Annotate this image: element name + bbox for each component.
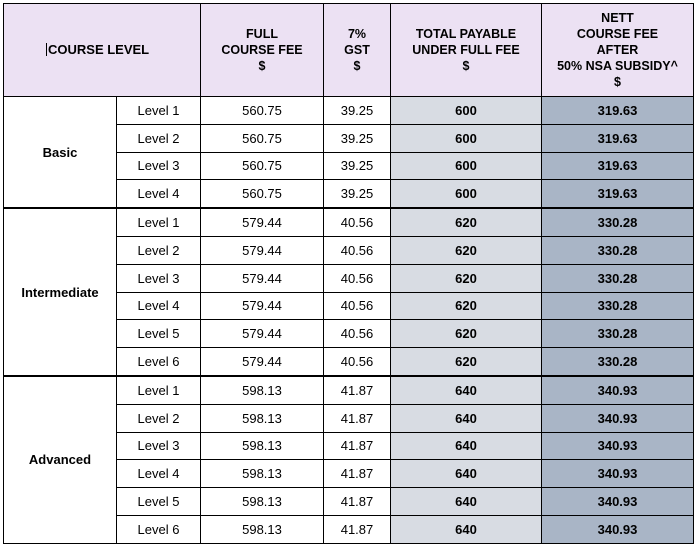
level-cell: Level 2 <box>117 124 201 152</box>
gst-cell: 39.25 <box>324 124 391 152</box>
full-fee-cell: 598.13 <box>201 515 324 543</box>
level-cell: Level 4 <box>117 180 201 208</box>
full-fee-cell: 598.13 <box>201 404 324 432</box>
gst-cell: 41.87 <box>324 376 391 404</box>
header-total-payable-line: $ <box>462 59 470 73</box>
header-nett-fee-line: AFTER <box>596 43 639 57</box>
level-cell: Level 3 <box>117 432 201 460</box>
full-fee-cell: 579.44 <box>201 320 324 348</box>
nett-fee-cell: 330.28 <box>542 208 694 236</box>
gst-cell: 39.25 <box>324 152 391 180</box>
full-fee-cell: 579.44 <box>201 236 324 264</box>
full-fee-cell: 560.75 <box>201 97 324 125</box>
total-payable-cell: 600 <box>391 97 542 125</box>
full-fee-cell: 579.44 <box>201 208 324 236</box>
level-cell: Level 4 <box>117 292 201 320</box>
header-nett-fee-line: NETT <box>601 11 634 25</box>
level-cell: Level 3 <box>117 264 201 292</box>
total-payable-cell: 620 <box>391 208 542 236</box>
nett-fee-cell: 330.28 <box>542 348 694 376</box>
course-group-name: Basic <box>4 97 117 209</box>
gst-cell: 40.56 <box>324 292 391 320</box>
header-full-fee-line: $ <box>258 59 266 73</box>
gst-cell: 40.56 <box>324 348 391 376</box>
header-course-level[interactable] <box>4 4 201 97</box>
total-payable-cell: 620 <box>391 320 542 348</box>
level-cell: Level 6 <box>117 515 201 543</box>
course-group-name: Intermediate <box>4 208 117 376</box>
header-nett-fee <box>542 4 694 97</box>
level-cell: Level 6 <box>117 348 201 376</box>
header-nett-fee-line: $ <box>614 75 621 89</box>
total-payable-cell: 600 <box>391 152 542 180</box>
table-row <box>4 97 694 125</box>
gst-cell: 41.87 <box>324 432 391 460</box>
nett-fee-cell: 330.28 <box>542 236 694 264</box>
total-payable-cell: 640 <box>391 515 542 543</box>
level-cell: Level 5 <box>117 320 201 348</box>
nett-fee-cell: 340.93 <box>542 376 694 404</box>
total-payable-cell: 620 <box>391 292 542 320</box>
total-payable-cell: 640 <box>391 460 542 488</box>
gst-cell: 40.56 <box>324 320 391 348</box>
full-fee-cell: 560.75 <box>201 152 324 180</box>
total-payable-cell: 620 <box>391 348 542 376</box>
gst-cell: 41.87 <box>324 515 391 543</box>
level-cell: Level 1 <box>117 208 201 236</box>
header-row <box>4 4 694 97</box>
header-full-fee <box>201 4 324 97</box>
gst-cell: 41.87 <box>324 488 391 516</box>
total-payable-cell: 640 <box>391 432 542 460</box>
header-total-payable <box>391 4 542 97</box>
level-cell: Level 5 <box>117 488 201 516</box>
gst-cell: 41.87 <box>324 460 391 488</box>
header-full-fee-line: COURSE FEE <box>221 43 303 57</box>
total-payable-cell: 640 <box>391 376 542 404</box>
header-nett-fee-line: COURSE FEE <box>576 27 659 41</box>
total-payable-cell: 600 <box>391 124 542 152</box>
gst-cell: 40.56 <box>324 236 391 264</box>
total-payable-cell: 600 <box>391 180 542 208</box>
nett-fee-cell: 319.63 <box>542 124 694 152</box>
nett-fee-cell: 340.93 <box>542 515 694 543</box>
header-nett-fee-line: 50% NSA SUBSIDY^ <box>557 59 678 73</box>
header-total-payable-line: UNDER FULL FEE <box>412 43 520 57</box>
nett-fee-cell: 319.63 <box>542 152 694 180</box>
table-body <box>4 97 694 544</box>
total-payable-cell: 640 <box>391 488 542 516</box>
total-payable-cell: 620 <box>391 236 542 264</box>
total-payable-cell: 620 <box>391 264 542 292</box>
gst-cell: 41.87 <box>324 404 391 432</box>
full-fee-cell: 598.13 <box>201 488 324 516</box>
level-cell: Level 2 <box>117 236 201 264</box>
level-cell: Level 4 <box>117 460 201 488</box>
text-cursor <box>46 43 47 56</box>
gst-cell: 39.25 <box>324 180 391 208</box>
full-fee-cell: 560.75 <box>201 180 324 208</box>
full-fee-cell: 579.44 <box>201 348 324 376</box>
header-gst <box>324 4 391 97</box>
header-total-payable-line: TOTAL PAYABLE <box>415 27 517 41</box>
nett-fee-cell: 340.93 <box>542 460 694 488</box>
nett-fee-cell: 340.93 <box>542 488 694 516</box>
table-row <box>4 376 694 404</box>
level-cell: Level 3 <box>117 152 201 180</box>
header-full-fee-line: FULL <box>246 27 278 41</box>
level-cell: Level 1 <box>117 376 201 404</box>
full-fee-cell: 598.13 <box>201 460 324 488</box>
table-row <box>4 208 694 236</box>
full-fee-cell: 560.75 <box>201 124 324 152</box>
gst-cell: 40.56 <box>324 208 391 236</box>
header-gst-line: $ <box>353 59 361 73</box>
gst-cell: 39.25 <box>324 97 391 125</box>
nett-fee-cell: 340.93 <box>542 432 694 460</box>
level-cell: Level 2 <box>117 404 201 432</box>
header-course-level-label: COURSE LEVEL <box>48 42 150 57</box>
level-cell: Level 1 <box>117 97 201 125</box>
nett-fee-cell: 330.28 <box>542 292 694 320</box>
full-fee-cell: 598.13 <box>201 376 324 404</box>
nett-fee-cell: 319.63 <box>542 97 694 125</box>
header-gst-line: 7% <box>347 27 367 41</box>
full-fee-cell: 579.44 <box>201 264 324 292</box>
course-fee-table <box>3 3 694 544</box>
full-fee-cell: 598.13 <box>201 432 324 460</box>
total-payable-cell: 640 <box>391 404 542 432</box>
full-fee-cell: 579.44 <box>201 292 324 320</box>
nett-fee-cell: 340.93 <box>542 404 694 432</box>
nett-fee-cell: 330.28 <box>542 264 694 292</box>
nett-fee-cell: 319.63 <box>542 180 694 208</box>
header-gst-line: GST <box>344 43 370 57</box>
nett-fee-cell: 330.28 <box>542 320 694 348</box>
course-group-name: Advanced <box>4 376 117 543</box>
gst-cell: 40.56 <box>324 264 391 292</box>
